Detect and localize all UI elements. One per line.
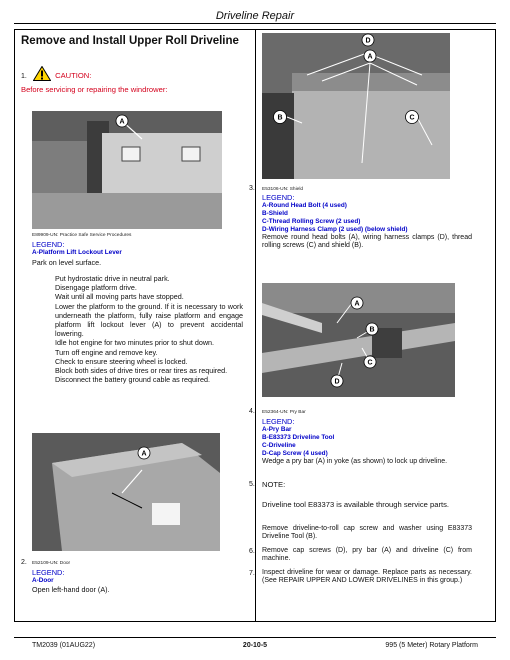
note-text: Driveline tool E83373 is available through service parts. xyxy=(262,500,449,509)
step-number-3: 3. xyxy=(249,185,255,192)
legend-item-4a: A-Pry Bar xyxy=(262,426,292,433)
callout-3d: D xyxy=(365,37,371,45)
list-item: Block both sides of drive tires or rear tires as required. xyxy=(55,366,228,376)
step-number-5: 5. xyxy=(249,481,255,488)
list-item: Disconnect the battery ground cable as required. xyxy=(55,375,211,385)
step-number-4: 4. xyxy=(249,408,255,415)
legend-item-4d: D-Cap Screw (4 used) xyxy=(262,450,328,457)
step2-text: Open left-hand door (A). xyxy=(32,585,110,594)
legend-item-4c: C-Driveline xyxy=(262,442,296,449)
legend-title-1: LEGEND: xyxy=(32,240,65,249)
step-number-7: 7. xyxy=(249,570,255,577)
list-item: Lower the platform to the ground. If it is necessary to work underneath the platform, fully raise platform and engage platform lift lockout lever (A) to prevent accidental lowering. xyxy=(55,301,243,339)
page-header-title: Driveline Repair xyxy=(215,10,295,22)
list-item: Turn off engine and remove key. xyxy=(55,347,158,357)
step5-text: Remove driveline-to-roll cap screw and washer using E83373 Driveline Tool (B). xyxy=(262,525,472,541)
legend-item-3a: A-Round Head Bolt (4 used) xyxy=(262,202,347,209)
header-rule xyxy=(14,23,496,24)
callout-4a: A xyxy=(354,300,360,308)
photo-pry-bar xyxy=(262,283,455,397)
step-number-1: 1. xyxy=(21,73,27,80)
legend-item-3b: B-Shield xyxy=(262,210,288,217)
step-number-6: 6. xyxy=(249,548,255,555)
caution-label: CAUTION: xyxy=(55,71,92,80)
list-item: Wait until all moving parts have stopped. xyxy=(55,292,184,302)
list-item: Put hydrostatic drive in neutral park. xyxy=(55,274,170,283)
legend-item-4b: B-E83373 Driveline Tool xyxy=(262,434,335,441)
footer-doc-id: TM2039 (01AUG22) xyxy=(32,642,96,649)
footer-page-number: 20-10-5 xyxy=(242,642,268,649)
caution-text: Before servicing or repairing the windrower: xyxy=(21,85,168,94)
callout-2a: A xyxy=(141,450,147,458)
legend-item-2a: A-Door xyxy=(32,577,54,584)
photo-shield xyxy=(262,33,450,179)
legend-title-2: LEGEND: xyxy=(32,568,65,577)
legend-title-3: LEGEND: xyxy=(262,193,295,202)
figure-caption-3: E53106-UN: Shield xyxy=(262,187,304,192)
caution-block xyxy=(21,66,249,94)
list-item: Idle hot engine for two minutes prior to shut down. xyxy=(55,338,215,348)
section-title: Remove and Install Upper Roll Driveline xyxy=(21,35,239,47)
step3-text: Remove round head bolts (A), wiring harness clamps (D), thread rolling screws (C) and shield (B). xyxy=(262,234,472,250)
callout-4d: D xyxy=(334,378,340,386)
callout-4c: C xyxy=(367,359,373,367)
footer-rule xyxy=(14,637,496,638)
legend-item-1a: A-Platform Lift Lockout Lever xyxy=(32,249,122,256)
figure-caption-4: E52364-UN: Pry Bar xyxy=(262,410,306,415)
warning-triangle-icon xyxy=(33,66,51,83)
step4-text: Wedge a pry bar (A) in yoke (as shown) to lock up driveline. xyxy=(262,458,448,465)
step1-text: Park on level surface. xyxy=(32,258,102,267)
callout-3c: C xyxy=(409,114,415,122)
list-item: Disengage platform drive. xyxy=(55,283,137,293)
callout-1a: A xyxy=(119,118,125,126)
step6-text: Remove cap screws (D), pry bar (A) and driveline (C) from machine. xyxy=(262,547,472,563)
callout-3a: A xyxy=(367,53,373,61)
column-divider xyxy=(255,29,256,622)
note-label: NOTE: xyxy=(262,480,286,489)
footer-model: 995 (5 Meter) Rotary Platform xyxy=(385,642,478,649)
photo-lockout-lever xyxy=(32,111,222,229)
figure-caption-1: E89909-UN: Practice Safe Service Procedures xyxy=(32,233,132,238)
step-number-2: 2. xyxy=(21,559,27,566)
legend-item-3c: C-Thread Rolling Screw (2 used) xyxy=(262,218,361,225)
procedure-list xyxy=(55,274,243,384)
legend-title-4: LEGEND: xyxy=(262,417,295,426)
legend-item-3d: D-Wiring Harness Clamp (2 used) (below shield) xyxy=(262,226,408,233)
step7-text: Inspect driveline for wear or damage. Replace parts as necessary. (See REPAIR UPPER AND LOWER DRIVELINES in this group.) xyxy=(262,569,472,585)
list-item: Check to ensure steering wheel is locked. xyxy=(55,356,188,366)
figure-caption-2: E52109-UN: Door xyxy=(32,561,71,566)
photo-door xyxy=(32,433,220,551)
callout-4b: B xyxy=(369,326,375,334)
callout-3b: B xyxy=(277,114,283,122)
